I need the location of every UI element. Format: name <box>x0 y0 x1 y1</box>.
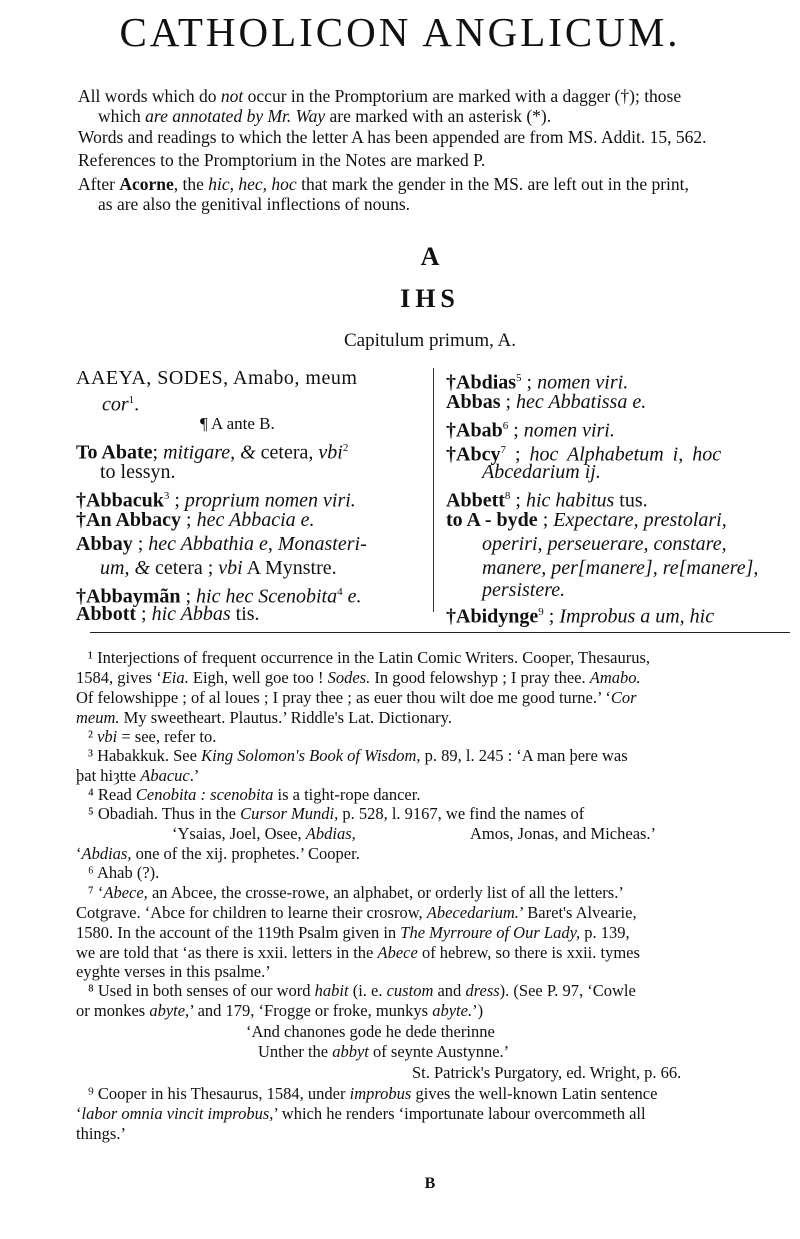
footnote-3: ³ Habakkuk. See King Solomon's Book of Wisdom, p. 89, l. 245 : ‘A man þere was <box>88 746 628 765</box>
footnote-8: ⁸ Used in both senses of our word habit (i. e. custom and dress). (See P. 97, ‘Cowle <box>88 981 636 1000</box>
footnote-7-line-3: 1580. In the account of the 119th Psalm given in The Myrroure of Our Lady, p. 139, <box>76 923 630 942</box>
entry-abbett: Abbett$^8$ ; hic habitus tus. <box>446 489 648 512</box>
footnote-4: ⁴ Read Cenobita : scenobita is a tight-rope dancer. <box>88 785 421 804</box>
section-letter: A <box>420 242 440 271</box>
entry-to-abyde: to A - byde ; Expectare, prestolari, <box>446 509 727 531</box>
footnote-9: ⁹ Cooper in his Thesaurus, 1584, under improbus gives the well-known Latin sentence <box>88 1084 658 1103</box>
entry-abbayman: †Abbaymãn ; hic hec Scenobita$^4$ e. <box>76 585 362 608</box>
entry-abcy-cont: Abcedarium ij. <box>482 461 601 483</box>
rubric-a-ante-b: ¶ A ante B. <box>200 414 275 433</box>
entry-abidynge: †Abidynge$^9$ ; Improbus a um, hic <box>446 605 715 628</box>
footnote-1-line-3: Of felowshippe ; of al loues ; I pray thee ; as euer thou wilt doe me good turne.’ ‘Cor <box>76 688 637 707</box>
footnote-7-line-5: eyghte verses in this psalme.’ <box>76 962 271 981</box>
footnote-8-verse-2: Unther the abbyt of seynte Austynne.’ <box>258 1042 510 1061</box>
entry-to-abate: To Abate; mitigare, & cetera, vbi$^2$ <box>76 441 349 464</box>
footnote-8-line-2: or monkes abyte,’ and 179, ‘Frogge or froke, munkys abyte.’) <box>76 1001 484 1020</box>
entry-abbay-cont: um, & cetera ; vbi A Mynstre. <box>100 557 337 579</box>
intro-line-4: References to the Promptorium in the Notes are marked P. <box>78 150 486 170</box>
footnote-8-verse-1: ‘And chanones gode he dede therinne <box>246 1022 495 1041</box>
entry-aaeya: AAEYA, SODES, Amabo, meum <box>76 367 358 389</box>
intro-line-1: All words which do not occur in the Promptorium are marked with a dagger (†); those <box>78 86 682 106</box>
footnote-9-line-3: things.’ <box>76 1124 126 1143</box>
footnote-1: ¹ Interjections of frequent occurrence in the Latin Comic Writers. Cooper, Thesaurus, <box>88 648 650 667</box>
footnote-rule <box>90 632 790 633</box>
entry-to-abyde-cont-2: manere, per[manere], re[manere], <box>482 557 759 579</box>
entry-to-abate-cont: to lessyn. <box>100 461 176 483</box>
entry-aaeya-cont: cor$^1$. <box>102 393 140 416</box>
footnote-9-line-2: ‘labor omnia vincit improbus,’ which he renders ‘importunate labour overcommeth all <box>76 1104 646 1123</box>
entry-abab: †Abab$^6$ ; nomen viri. <box>446 419 615 442</box>
footnote-5-quote-a: ‘Ysaias, Joel, Osee, Abdias, <box>172 824 356 843</box>
footnote-1-line-2: 1584, gives ‘Eia. Eigh, well goe too ! Sodes. In good felowshyp ; I pray thee. Amabo. <box>76 668 641 687</box>
intro-line-6: as are also the genitival inflections of nouns. <box>98 194 411 214</box>
footnote-2: ² vbi = see, refer to. <box>88 727 217 746</box>
entry-abbay: Abbay ; hec Abbathia e, Monasteri- <box>76 533 367 555</box>
footnote-1-line-4: meum. My sweetheart. Plautus.’ Riddle's Lat. Dictionary. <box>76 708 452 727</box>
footnote-8-citation: St. Patrick's Purgatory, ed. Wright, p. 66. <box>412 1063 682 1082</box>
intro-line-2: which are annotated by Mr. Way are marked with an asterisk (*). <box>98 106 552 126</box>
entry-abbas: Abbas ; hec Abbatissa e. <box>446 391 647 413</box>
footnote-5-quote-b: Amos, Jonas, and Micheas.’ <box>470 824 657 843</box>
footnote-6: ⁶ Ahab (?). <box>88 863 160 882</box>
entry-abbott: Abbott ; hic Abbas tis. <box>76 603 260 625</box>
capitulum-heading: Capitulum primum, A. <box>343 330 517 351</box>
intro-line-3: Words and readings to which the letter A has been appended are from MS. Addit. 15, 562. <box>78 127 707 147</box>
ihs-heading: IHS <box>400 284 460 313</box>
page-signature: B <box>424 1175 436 1192</box>
entry-to-abyde-cont-1: operiri, perseuerare, constare, <box>482 533 727 555</box>
entry-abbacuk: †Abbacuk$^3$ ; proprium nomen viri. <box>76 489 356 512</box>
entry-abdias: †Abdias$^5$ ; nomen viri. <box>446 371 629 394</box>
entry-abcy: †Abcy$^7$ ; hoc Alphabetum i, hoc <box>446 443 722 466</box>
column-divider <box>433 368 434 612</box>
footnote-7: ⁷ ‘Abece, an Abcee, the crosse-rowe, an alphabet, or orderly list of all the letters.’ <box>88 883 624 902</box>
footnote-7-line-2: Cotgrave. ‘Abce for children to learne their crosrow, Abecedarium.’ Baret's Alvearie, <box>76 903 637 922</box>
footnote-3-line-2: þat hiȝtte Abacuc.’ <box>76 766 200 785</box>
footnote-7-line-4: we are told that ‘as there is xxii. letters in the Abece of hebrew, so there is xxii. tymes <box>76 943 640 962</box>
intro-line-5: After Acorne, the hic, hec, hoc that mark the gender in the MS. are left out in the print, <box>78 174 689 194</box>
footnote-5: ⁵ Obadiah. Thus in the Cursor Mundi, p. 528, l. 9167, we find the names of <box>88 804 585 823</box>
entry-to-abyde-cont-3: persistere. <box>482 579 566 601</box>
page-title: CATHOLICON ANGLICUM. <box>119 9 681 55</box>
entry-an-abbacy: †An Abbacy ; hec Abbacia e. <box>76 509 315 531</box>
footnote-5-line-3: ‘Abdias, one of the xij. prophetes.’ Cooper. <box>76 844 360 863</box>
